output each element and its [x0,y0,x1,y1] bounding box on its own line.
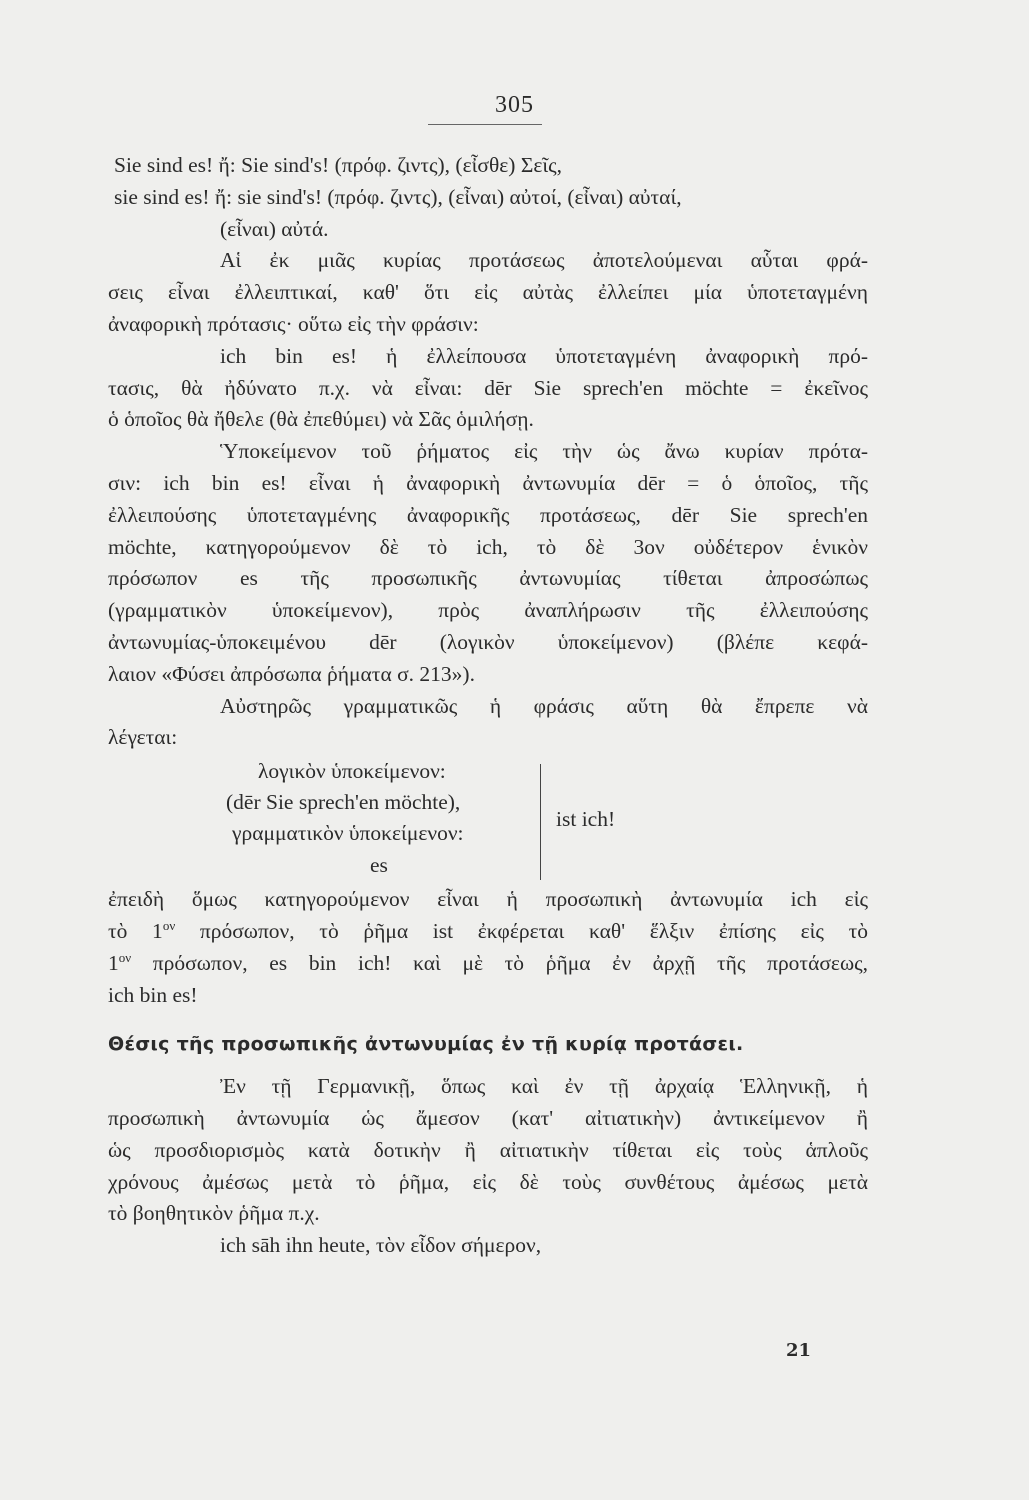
text-line: möchte, κατηγορούμενον δὲ τὸ ich, τὸ δὲ 3ον οὐδέτερον ἑνικὸν [108,534,868,559]
brace-relative-clause: (dēr Sie sprech'en möchte), [226,790,461,815]
text-segment: πρόσωπον, τὸ ῥῆμα ist ἐκφέρεται καθ' ἕλξιν ἐπίσης εἰς τὸ [175,918,868,943]
brace-line [540,764,541,880]
brace-result: ist ich! [556,807,616,832]
text-line: προσωπικὴ ἀντωνυμία ὡς ἄμεσον (κατ' αἰτιατικὴν) ἀντικείμενον ἢ [108,1105,868,1130]
text-segment: 1 [108,950,119,975]
text-line: σεις εἶναι ἐλλειπτικαί, καθ' ὅτι εἰς αὐτὰς ἐλλείπει μία ὑποτεταγμένη [108,280,868,305]
text-line: ἀντωνυμίας-ὑποκειμένου dēr (λογικὸν ὑποκείμενον) (βλέπε κεφά- [108,629,868,654]
brace-es: es [370,853,388,878]
brace-label-grammatical-subject: γραμματικὸν ὑποκείμενον: [232,821,464,846]
text-line: λαιον «Φύσει ἀπρόσωπα ῥήματα σ. 213»). [108,661,475,686]
section-heading: Θέσις τῆς προσωπικῆς ἀντωνυμίας ἐν τῇ κυρίᾳ προτάσει. [108,1033,744,1056]
text-line: σιν: ich bin es! εἶναι ἡ ἀναφορικὴ ἀντωνυμία dēr = ὁ ὁποῖος, τῆς [108,470,868,495]
text-line: λέγεται: [108,725,178,750]
paragraph-start: Αἱ ἐκ μιᾶς κυρίας προτάσεως ἀποτελούμεναι αὗται φρά- [220,248,868,273]
text-line [108,948,868,980]
text-line: (εἶναι) αὐτά. [220,216,329,241]
page-number: 305 [495,92,534,118]
superscript: ον [118,949,132,965]
text-line: sie sind es! ἤ: sie sind's! (πρόφ. ζιντς), (εἶναι) αὐτοί, (εἶναι) αὐταί, [114,184,682,209]
text-line: ich bin es! ἡ ἐλλείπουσα ὑποτεταγμένη ἀναφορικὴ πρό- [220,343,868,368]
paragraph-start: Ἐν τῇ Γερμανικῇ, ὅπως καὶ ἐν τῇ ἀρχαίᾳ Ἑλληνικῇ, ἡ [220,1074,868,1099]
text-line: ἀναφορικὴ πρότασις· οὕτω εἰς τὴν φράσιν: [108,311,479,336]
text-segment: τὸ 1 [108,918,163,943]
text-line: τὸ βοηθητικὸν ῥῆμα π.χ. [108,1201,320,1226]
text-line: πρόσωπον es τῆς προσωπικῆς ἀντωνυμίας τίθεται ἀπροσώπως [108,566,868,591]
body-text [108,150,868,1262]
text-line: ἐλλειπούσης ὑποτεταγμένης ἀναφορικῆς προτάσεως, dēr Sie sprech'en [108,502,868,527]
paragraph-start: Ὑποκείμενον τοῦ ῥήματος εἰς τὴν ὡς ἄνω κυρίαν πρότα- [220,439,868,464]
text-line: ἐπειδὴ ὅμως κατηγορούμενον εἶναι ἡ προσωπικὴ ἀντωνυμία ich εἰς [108,887,868,912]
text-line: ὡς προσδιορισμὸς κατὰ δοτικὴν ἢ αἰτιατικὴν τίθεται εἰς τοὺς ἁπλοῦς [108,1137,868,1162]
signature-mark: 21 [786,1340,812,1361]
page-number-rule [428,124,542,125]
example-line: ich sāh ihn heute, τὸν εἶδον σήμερον, [220,1233,542,1258]
paragraph-start: Αὐστηρῶς γραμματικῶς ἡ φράσις αὕτη θὰ ἔπρεπε νὰ [220,693,868,718]
text-line: χρόνους ἀμέσως μετὰ τὸ ῥῆμα, εἰς δὲ τοὺς συνθέτους ἀμέσως μετὰ [108,1169,868,1194]
text-line: ὁ ὁποῖος θὰ ἤθελε (θὰ ἐπεθύμει) νὰ Σᾶς ὁμιλήσῃ. [108,407,534,432]
text-line: τασις, θὰ ἠδύνατο π.χ. νὰ εἶναι: dēr Sie sprech'en möchte = ἐκεῖνος [108,375,868,400]
superscript: ον [162,917,176,933]
text-line: (γραμματικὸν ὑποκείμενον), πρὸς ἀναπλήρωσιν τῆς ἐλλειπούσης [108,598,868,623]
brace-diagram [108,756,868,884]
text-line [108,916,868,948]
text-segment: πρόσωπον, es bin ich! καὶ μὲ τὸ ῥῆμα ἐν ἀρχῇ τῆς προτάσεως, [131,950,868,975]
text-line: Sie sind es! ἤ: Sie sind's! (πρόφ. ζιντς), (εἶσθε) Σεῖς, [114,153,563,177]
text-line: ich bin es! [108,982,198,1007]
brace-label-logical-subject: λογικὸν ὑποκείμενον: [258,759,446,784]
